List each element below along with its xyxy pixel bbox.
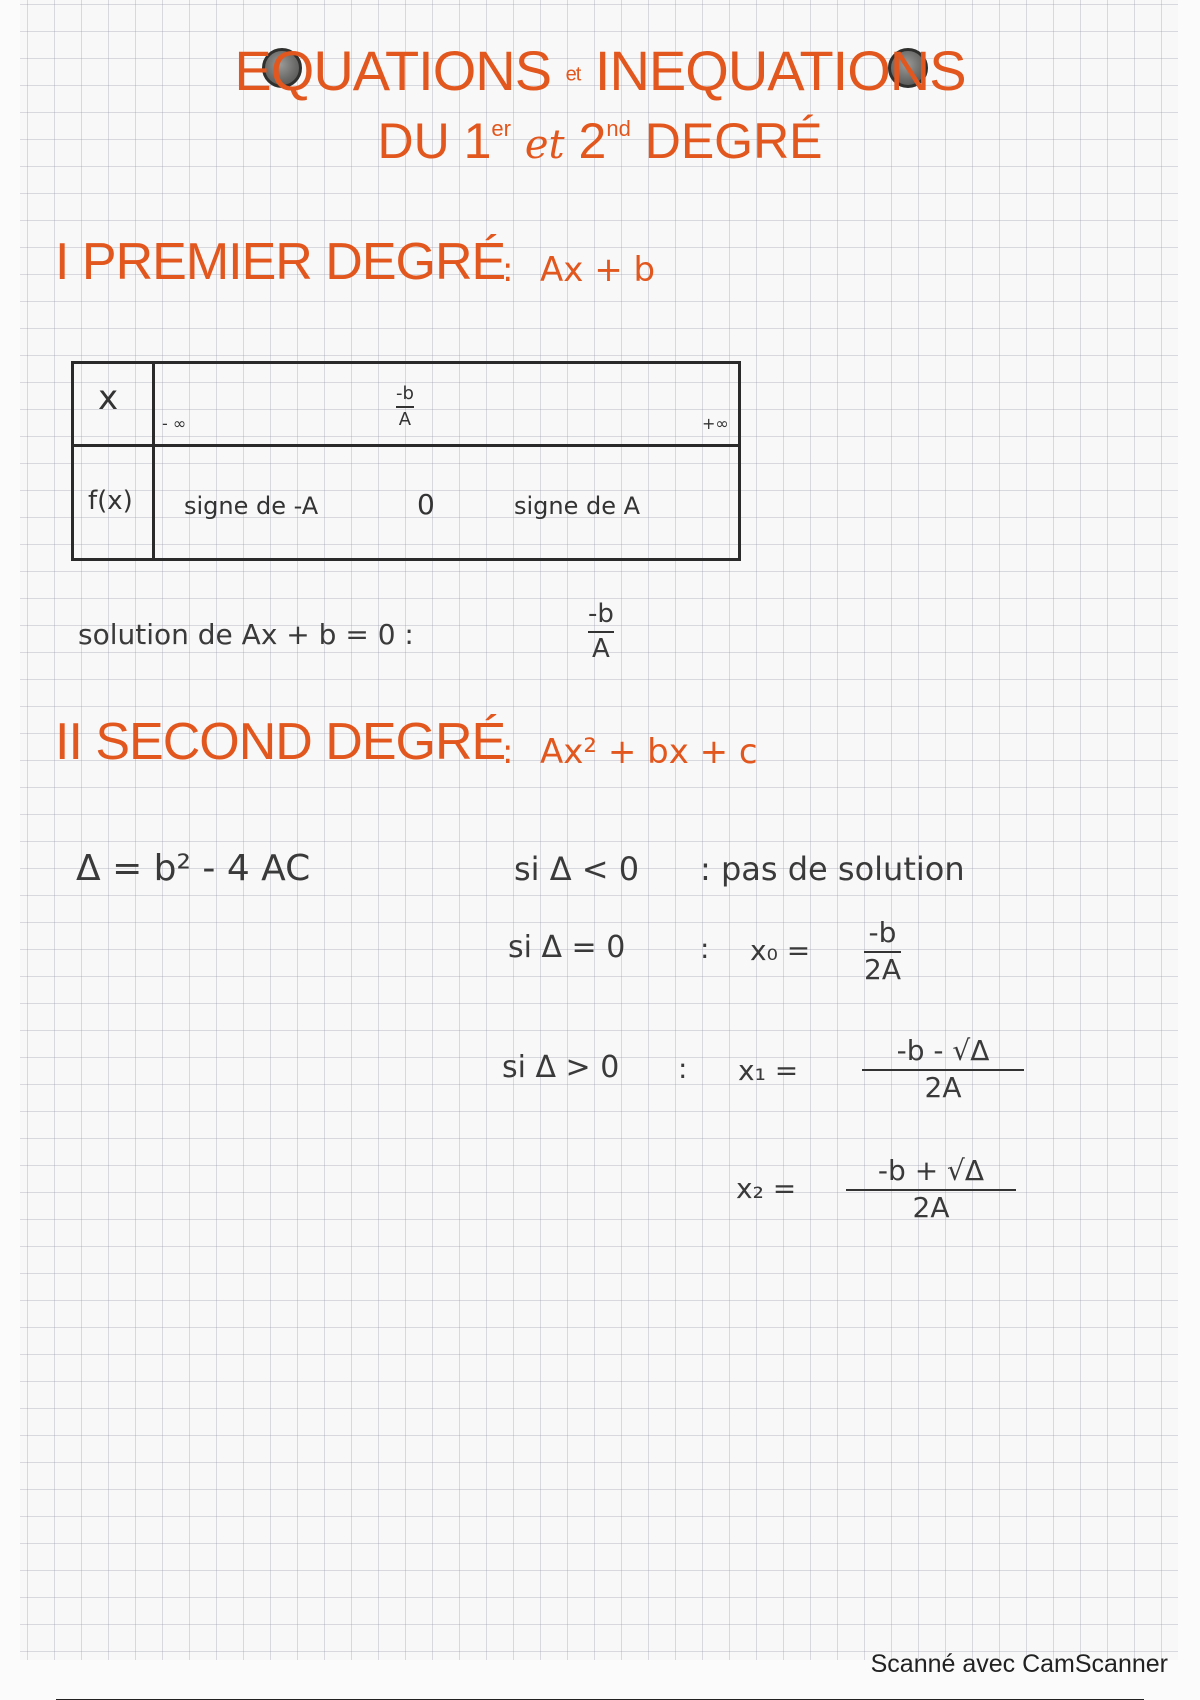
x0-denominator: 2A (864, 952, 901, 986)
x1-variable: x₁ = (738, 1054, 799, 1087)
title-and: et (565, 63, 581, 86)
section-1-heading: I PREMIER DEGRÉ (55, 233, 506, 291)
fraction-bar (396, 406, 414, 408)
table-minus-infinity: - ∞ (162, 414, 187, 433)
table-left-sign: signe de -A (184, 492, 319, 520)
camscanner-watermark: Scanné avec CamScanner (870, 1650, 1168, 1678)
table-right-sign: signe de A (514, 492, 641, 520)
solution-first-degree-fraction (588, 600, 614, 663)
x1-denominator: 2A (924, 1070, 962, 1104)
page-title-line2 (0, 112, 1200, 170)
title-sup-er: er (491, 116, 511, 141)
case-delta-positive-condition: si Δ > 0 (502, 1050, 620, 1085)
table-divider-horizontal (74, 444, 738, 447)
table-divider-vertical (152, 364, 155, 558)
section-2-colon: : (502, 732, 514, 772)
case-delta-zero-variable: x₀ = (750, 934, 811, 967)
solution-numerator: -b (588, 599, 614, 629)
section-2-formula: Ax² + bx + c (540, 732, 758, 772)
case-delta-positive-colon: : (678, 1052, 688, 1085)
table-plus-infinity: +∞ (702, 414, 729, 433)
x2-fraction (846, 1156, 1016, 1224)
title-et: et (524, 122, 565, 168)
x0-numerator: -b (868, 916, 897, 949)
x2-variable: x₂ = (736, 1172, 797, 1205)
section-1-colon: : (502, 250, 514, 290)
delta-definition: Δ = b² - 4 AC (76, 848, 311, 889)
case-delta-negative-condition: si Δ < 0 (514, 850, 640, 888)
page-title-line1 (0, 38, 1200, 103)
title-equations: EQUATIONS (234, 39, 552, 102)
table-row-x-label: x (98, 378, 119, 418)
title-2: 2 (578, 113, 607, 169)
title-sup-nd: nd (606, 116, 631, 141)
title-inequations: INEQUATIONS (594, 39, 966, 102)
x1-numerator: -b - √Δ (896, 1034, 990, 1067)
section-2-heading: II SECOND DEGRÉ (55, 713, 506, 771)
case-delta-zero-condition: si Δ = 0 (508, 930, 626, 965)
case-delta-zero-colon: : (700, 932, 710, 965)
table-root-numerator: -b (396, 383, 414, 404)
section-1-formula: Ax + b (540, 250, 656, 290)
solution-denominator: A (592, 633, 610, 664)
table-row-fx-label: f(x) (88, 486, 133, 516)
table-zero: 0 (417, 488, 435, 521)
fraction-bar (588, 631, 614, 633)
case-delta-negative-result: : pas de solution (700, 850, 965, 888)
title-du-1: DU 1 (377, 113, 492, 169)
title-degre: DEGRÉ (644, 113, 823, 169)
sign-table (71, 361, 741, 561)
case-delta-zero-fraction (864, 918, 901, 986)
solution-first-degree-text: solution de Ax + b = 0 : (78, 618, 414, 651)
x2-numerator: -b + √Δ (877, 1154, 985, 1187)
x2-denominator: 2A (912, 1190, 950, 1224)
x1-fraction (862, 1036, 1024, 1104)
table-root-fraction (396, 384, 414, 430)
table-root-denominator: A (398, 408, 412, 430)
